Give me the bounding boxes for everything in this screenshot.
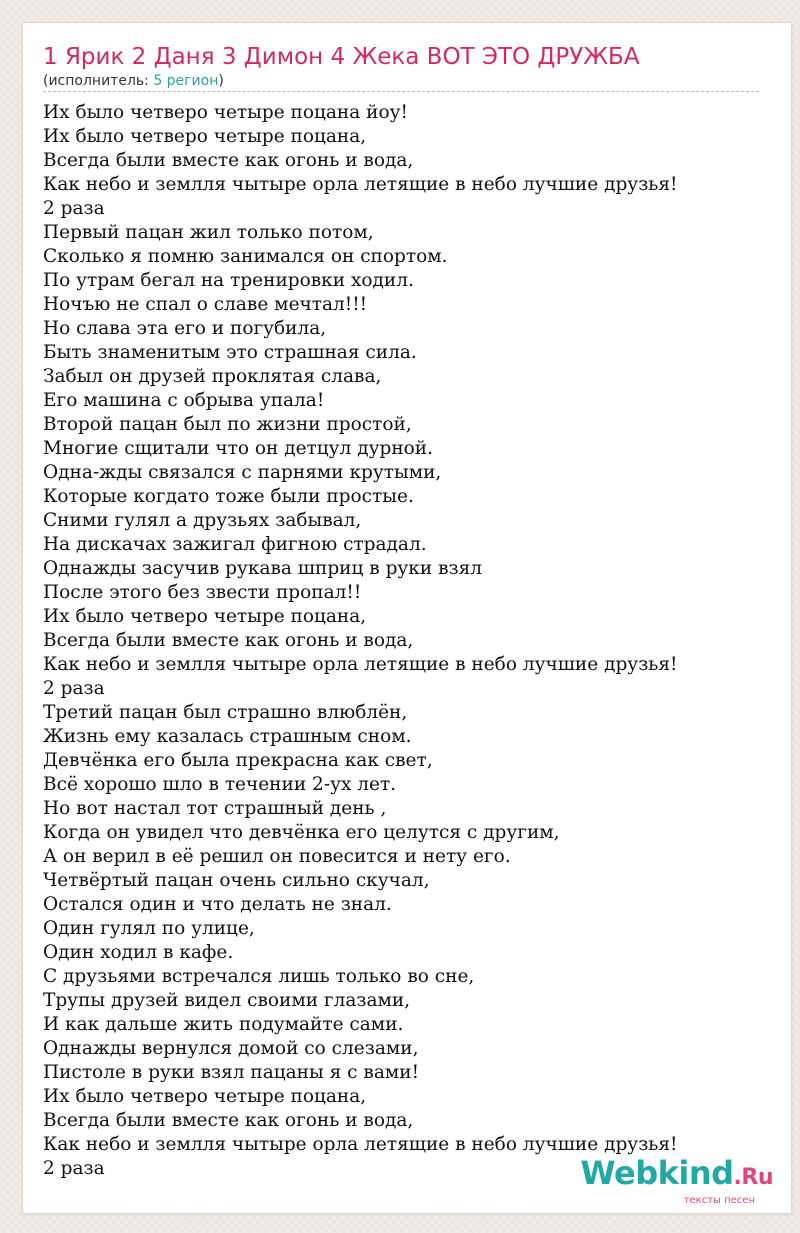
lyric-line: Однажды засучив рукава шприц в руки взял: [43, 558, 483, 579]
lyric-line: Быть знаменитым это страшная сила.: [43, 342, 417, 363]
lyric-line: Как небо и землля чытыре орла летящие в небо лучшие друзья!: [43, 174, 678, 195]
lyric-line: Но слава эта его и погубила,: [43, 318, 327, 339]
logo-suffix-text: .Ru: [733, 1165, 773, 1190]
lyric-line: Всё хорошо шло в течении 2-ух лет.: [43, 774, 397, 795]
lyric-line: По утрам бегал на тренировки ходил.: [43, 270, 414, 291]
lyric-line: Ночъю не спал о славе мечтал!!!: [43, 294, 368, 315]
lyric-line: Трупы друзей видел своими глазами,: [43, 990, 411, 1011]
lyric-line: Четвёртый пацан очень сильно скучал,: [43, 870, 430, 891]
logo-tagline: тексты песен: [683, 1195, 755, 1206]
performer-link[interactable]: 5 регион: [153, 73, 219, 89]
lyric-line: Как небо и землля чытыре орла летящие в небо лучшие друзья!: [43, 1134, 678, 1155]
lyric-line: Но вот настал тот страшный день ,: [43, 798, 387, 819]
lyric-line: Когда он увидел что девчёнка его целутся с другим,: [43, 822, 560, 843]
lyric-line: Их было четверо четыре поцана,: [43, 606, 367, 627]
lyric-line: 2 раза: [43, 1158, 105, 1179]
lyric-line: Его машина с обрыва упала!: [43, 390, 325, 411]
lyric-line: А он верил в её решил он повесится и нету его.: [43, 846, 511, 867]
lyric-line: Третий пацан был страшно влюблён,: [43, 702, 408, 723]
performer-line: [43, 71, 224, 91]
lyrics-body: [43, 101, 773, 1181]
lyric-line: Первый пацан жил только потом,: [43, 222, 374, 243]
lyric-line: Девчёнка его была прекрасна как свет,: [43, 750, 433, 771]
logo-main-text: Webkind: [580, 1154, 734, 1192]
logo-wordmark: [580, 1156, 773, 1195]
lyric-line: Сними гулял а друзьях забывал,: [43, 510, 362, 531]
title-divider: [43, 91, 759, 92]
song-title: 1 Ярик 2 Даня 3 Димон 4 Жека ВОТ ЭТО ДРУЖБА: [43, 44, 640, 70]
lyric-line: Один гулял по улице,: [43, 918, 255, 939]
lyric-line: Всегда были вместе как огонь и вода,: [43, 1110, 414, 1131]
lyric-line: С друзьями встречался лишь только во сне,: [43, 966, 475, 987]
lyric-line: На дискачах зажигал фигною страдал.: [43, 534, 427, 555]
lyric-line: Второй пацан был по жизни простой,: [43, 414, 412, 435]
lyric-line: Их было четверо четыре поцана,: [43, 1086, 367, 1107]
lyric-line: Многие сщитали что он детцул дурной.: [43, 438, 433, 459]
lyric-line: Однажды вернулся домой со слезами,: [43, 1038, 419, 1059]
lyric-line: Сколько я помню занимался он спортом.: [43, 246, 448, 267]
lyric-line: После этого без звести пропал!!: [43, 582, 362, 603]
performer-suffix: ): [218, 73, 224, 89]
lyric-line: Забыл он друзей проклятая слава,: [43, 366, 382, 387]
lyric-line: Пистоле в руки взял пацаны я с вами!: [43, 1062, 419, 1083]
lyrics-card: [22, 22, 792, 1214]
lyric-line: Их было четверо четыре поцана йоу!: [43, 102, 408, 123]
lyric-line: Один ходил в кафе.: [43, 942, 234, 963]
lyric-line: 2 раза: [43, 678, 105, 699]
lyric-line: Их было четверо четыре поцана,: [43, 126, 367, 147]
lyric-line: 2 раза: [43, 198, 105, 219]
lyric-line: Которые когдато тоже были простые.: [43, 486, 414, 507]
lyric-line: И как дальше жить подумайте сами.: [43, 1014, 404, 1035]
lyric-line: Всегда были вместе как огонь и вода,: [43, 630, 414, 651]
lyric-line: Остался один и что делать не знал.: [43, 894, 392, 915]
lyric-line: Как небо и землля чытыре орла летящие в небо лучшие друзья!: [43, 654, 678, 675]
lyric-line: Всегда были вместе как огонь и вода,: [43, 150, 414, 171]
lyric-line: Жизнь ему казалась страшным сном.: [43, 726, 412, 747]
webkind-logo[interactable]: [580, 1156, 773, 1207]
lyric-line: Одна-жды связался с парнями крутыми,: [43, 462, 442, 483]
performer-prefix: (исполнитель:: [43, 73, 154, 89]
